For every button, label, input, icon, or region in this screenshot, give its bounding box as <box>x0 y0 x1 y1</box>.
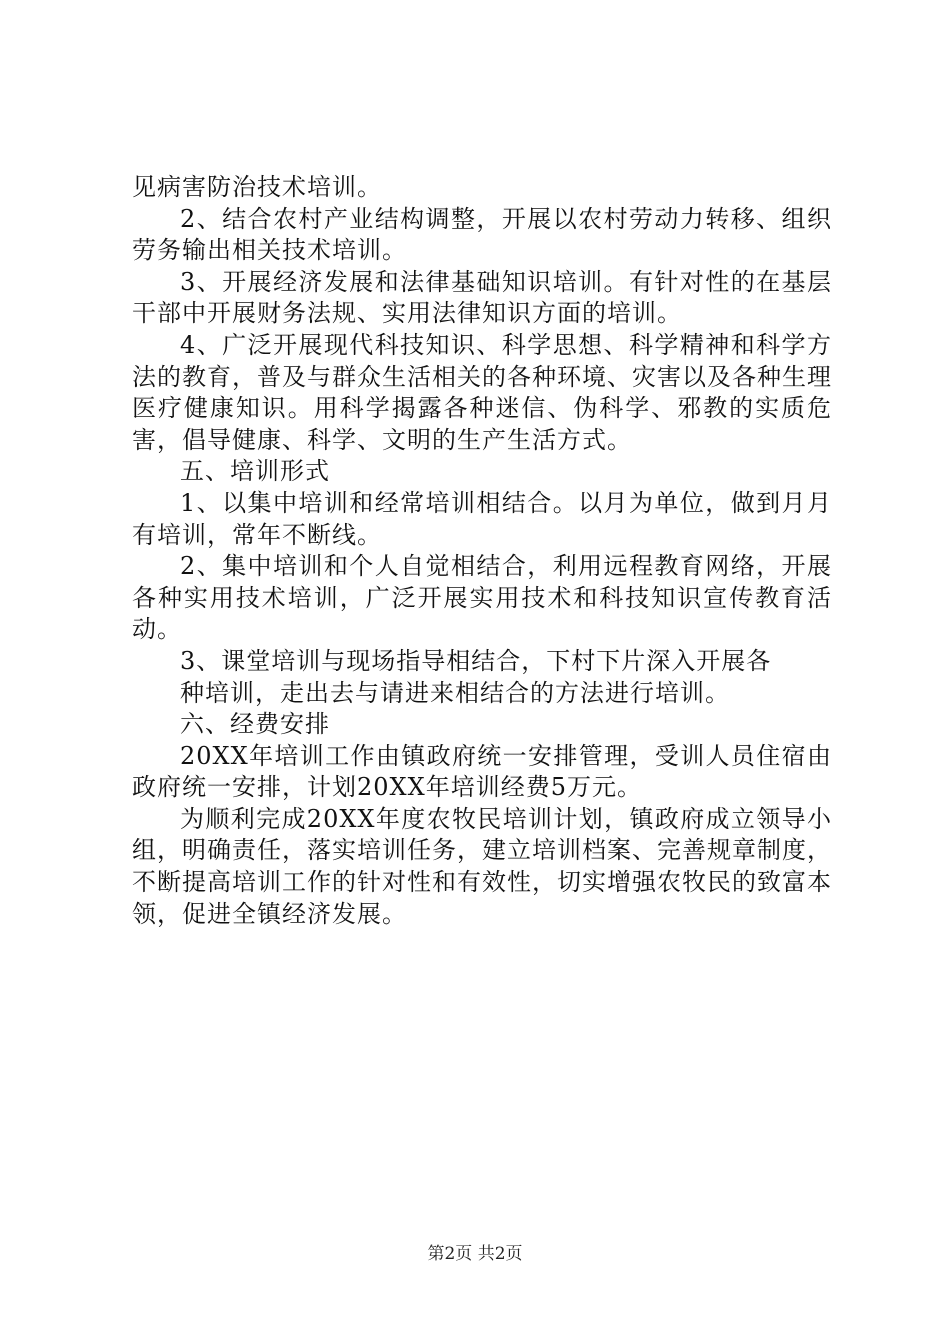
paragraph: 3、开展经济发展和法律基础知识培训。有针对性的在基层干部中开展财务法规、实用法律知识方面的培训。 <box>132 267 832 328</box>
page-footer <box>0 1243 950 1265</box>
section-heading: 五、培训形式 <box>180 457 330 486</box>
section-heading: 六、经费安排 <box>180 710 330 739</box>
paragraph: 2、集中培训和个人自觉相结合，利用远程教育网络，开展各种实用技术培训，广泛开展实用技术和科技知识宣传教育活动。 <box>132 552 832 644</box>
paragraph: 见病害防治技术培训。 <box>132 173 382 201</box>
paragraph: 4、广泛开展现代科技知识、科学思想、科学精神和科学方法的教育，普及与群众生活相关的各种环境、灾害以及各种生理医疗健康知识。用科学揭露各种迷信、伪科学、邪教的实质危害，倡导健康、科学、文明的生产生活方式。 <box>132 330 832 454</box>
page-number-label: 第2页 共2页 <box>427 1244 523 1264</box>
paragraph: 20XX年培训工作由镇政府统一安排管理，受训人员住宿由政府统一安排，计划20XX年培训经费5万元。 <box>132 741 832 802</box>
paragraph: 1、以集中培训和经常培训相结合。以月为单位，做到月月有培训，常年不断线。 <box>132 488 832 549</box>
document-body <box>132 172 832 930</box>
paragraph: 种培训，走出去与请进来相结合的方法进行培训。 <box>180 678 730 707</box>
paragraph: 为顺利完成20XX年度农牧民培训计划，镇政府成立领导小组，明确责任，落实培训任务，建立培训档案、完善规章制度，不断提高培训工作的针对性和有效性，切实增强农牧民的致富本领，促进全镇经济发展。 <box>132 804 832 928</box>
paragraph: 3、课堂培训与现场指导相结合，下村下片深入开展各 <box>180 646 772 675</box>
paragraph: 2、结合农村产业结构调整，开展以农村劳动力转移、组织劳务输出相关技术培训。 <box>132 204 832 265</box>
